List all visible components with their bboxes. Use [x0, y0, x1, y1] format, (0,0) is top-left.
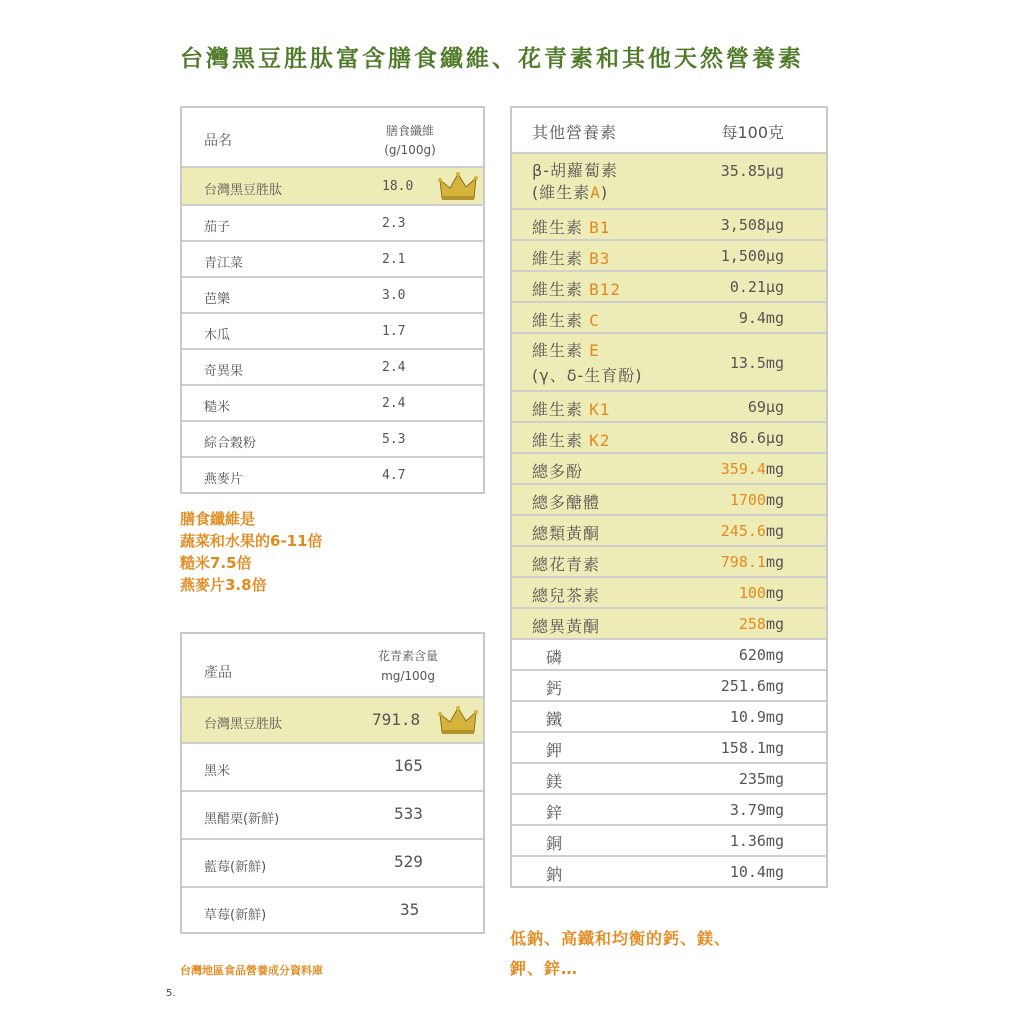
row-name: 芭樂 [204, 292, 231, 307]
row-name: 維生素 B3 [532, 249, 611, 268]
table-row [182, 422, 483, 458]
row-value: 4.7 [382, 468, 406, 483]
page-number: 5. [166, 988, 176, 999]
row-value: 10.4mg [729, 863, 784, 881]
table-row [182, 168, 483, 206]
row-value: 2.4 [382, 396, 406, 411]
row-value: 791.8 [372, 710, 421, 729]
table-row [512, 392, 826, 423]
table-row [182, 744, 483, 792]
table-row [182, 840, 483, 888]
row-value: 3.79mg [729, 801, 784, 819]
row-name: 總多酚 [532, 462, 584, 481]
row-value: 1700mg [729, 491, 784, 509]
row-value: 35 [400, 900, 420, 919]
table-row [512, 578, 826, 609]
fiber-table-header [182, 108, 483, 168]
anthocyanin-header-name: 產品 [204, 665, 232, 681]
table-row [182, 698, 483, 744]
anthocyanin-header-value: 花青素含量 mg/100g [377, 649, 438, 683]
row-name: 奇異果 [204, 364, 244, 379]
row-name: 鈉 [546, 865, 564, 884]
row-name: 黑醋栗(新鮮) [204, 812, 280, 827]
row-name: 維生素 B12 [532, 280, 622, 299]
nutrient-table [510, 106, 828, 888]
row-name: 鐵 [546, 710, 564, 729]
table-row [182, 792, 483, 840]
row-name: 維生素 C [532, 311, 600, 330]
table-row [512, 795, 826, 826]
table-row [512, 485, 826, 516]
table-row [512, 454, 826, 485]
row-name: 維生素 B1 [532, 218, 611, 237]
row-name: 台灣黑豆胜肽 [204, 183, 283, 198]
table-row [182, 458, 483, 492]
table-row [512, 272, 826, 303]
row-value: 3.0 [382, 288, 406, 303]
row-value: 100mg [738, 584, 784, 602]
row-name: 鈣 [546, 679, 564, 698]
table-row [512, 154, 826, 210]
nutrient-header-name: 其他營養素 [532, 123, 618, 142]
row-value: 3,508μg [720, 216, 784, 234]
row-name: 茄子 [204, 220, 231, 235]
row-value: 86.6μg [729, 429, 784, 447]
row-value: 9.4mg [738, 309, 784, 327]
row-value: 2.4 [382, 360, 406, 375]
row-value: 18.0 [382, 179, 414, 194]
table-row [182, 278, 483, 314]
table-row [512, 516, 826, 547]
row-value: 13.5mg [729, 354, 784, 372]
fiber-table [180, 106, 485, 494]
row-name: 鎂 [546, 772, 564, 791]
row-value: 258mg [738, 615, 784, 633]
row-value: 798.1mg [720, 553, 784, 571]
table-row [182, 206, 483, 242]
row-value: 1,500μg [720, 247, 784, 265]
table-row [182, 888, 483, 932]
row-name: 總花青素 [532, 555, 601, 574]
table-row [512, 241, 826, 272]
row-name: β-胡蘿蔔素 (維生素A) [532, 161, 618, 202]
fiber-header-name: 品名 [204, 133, 232, 149]
row-value: 529 [394, 852, 423, 871]
row-name: 總兒茶素 [532, 586, 601, 605]
row-value: 235mg [738, 770, 784, 788]
table-row [512, 826, 826, 857]
source-citation: 台灣地區食品營養成分資料庫 [180, 964, 323, 977]
row-name: 青江菜 [204, 256, 244, 271]
row-name: 燕麥片 [204, 472, 244, 487]
row-value: 5.3 [382, 432, 406, 447]
table-row [512, 210, 826, 241]
row-value: 359.4mg [720, 460, 784, 478]
table-row [512, 640, 826, 671]
table-row [512, 423, 826, 454]
row-value: 620mg [738, 646, 784, 664]
table-row [512, 733, 826, 764]
table-row [182, 242, 483, 278]
mineral-note: 低鈉、高鐵和均衡的鈣、鎂、 鉀、鋅… [510, 929, 732, 978]
table-row [512, 764, 826, 795]
table-row [512, 857, 826, 886]
row-name: 鋅 [546, 803, 564, 822]
table-row [512, 702, 826, 733]
table-row [182, 350, 483, 386]
crown-icon [438, 172, 482, 202]
row-value: 251.6mg [720, 677, 784, 695]
row-name: 草莓(新鮮) [204, 908, 267, 923]
row-name: 藍莓(新鮮) [204, 860, 267, 875]
row-name: 黑米 [204, 764, 231, 779]
anthocyanin-table-header [182, 634, 483, 698]
row-name: 維生素 E (γ、δ-生育酚) [532, 341, 643, 385]
row-value: 245.6mg [720, 522, 784, 540]
row-name: 磷 [546, 648, 564, 667]
page-title: 台灣黑豆胜肽富含膳食纖維、花青素和其他天然營養素 [180, 46, 804, 72]
row-value: 2.3 [382, 216, 406, 231]
row-name: 維生素 K1 [532, 400, 611, 419]
row-name: 總異黃酮 [532, 617, 601, 636]
row-name: 台灣黑豆胜肽 [204, 717, 283, 732]
row-value: 69μg [747, 398, 784, 416]
row-name: 木瓜 [204, 328, 231, 343]
row-name: 糙米 [204, 400, 231, 415]
fiber-header-value: 膳食纖維 (g/100g) [384, 124, 436, 157]
crown-icon [438, 706, 482, 736]
table-row [512, 303, 826, 334]
row-value: 1.36mg [729, 832, 784, 850]
row-value: 10.9mg [729, 708, 784, 726]
row-value: 0.21μg [729, 278, 784, 296]
row-name: 總類黃酮 [532, 524, 601, 543]
row-name: 銅 [546, 834, 564, 853]
table-row [512, 334, 826, 392]
anthocyanin-table [180, 632, 485, 934]
fiber-note: 膳食纖維是 蔬菜和水果的6-11倍 糙米7.5倍 燕麥片3.8倍 [180, 510, 323, 594]
row-value: 35.85μg [720, 162, 784, 180]
row-name: 維生素 K2 [532, 431, 611, 450]
row-value: 2.1 [382, 252, 406, 267]
table-row [512, 609, 826, 640]
table-row [512, 671, 826, 702]
row-name: 綜合穀粉 [204, 436, 257, 451]
table-row [182, 386, 483, 422]
row-value: 165 [394, 756, 423, 775]
row-name: 總多醣體 [532, 493, 601, 512]
row-name: 鉀 [546, 741, 564, 760]
nutrient-header-value: 每100克 [721, 123, 784, 142]
row-value: 158.1mg [720, 739, 784, 757]
row-value: 1.7 [382, 324, 406, 339]
table-row [512, 547, 826, 578]
table-row [182, 314, 483, 350]
row-value: 533 [394, 804, 423, 823]
nutrient-table-header [512, 108, 826, 154]
